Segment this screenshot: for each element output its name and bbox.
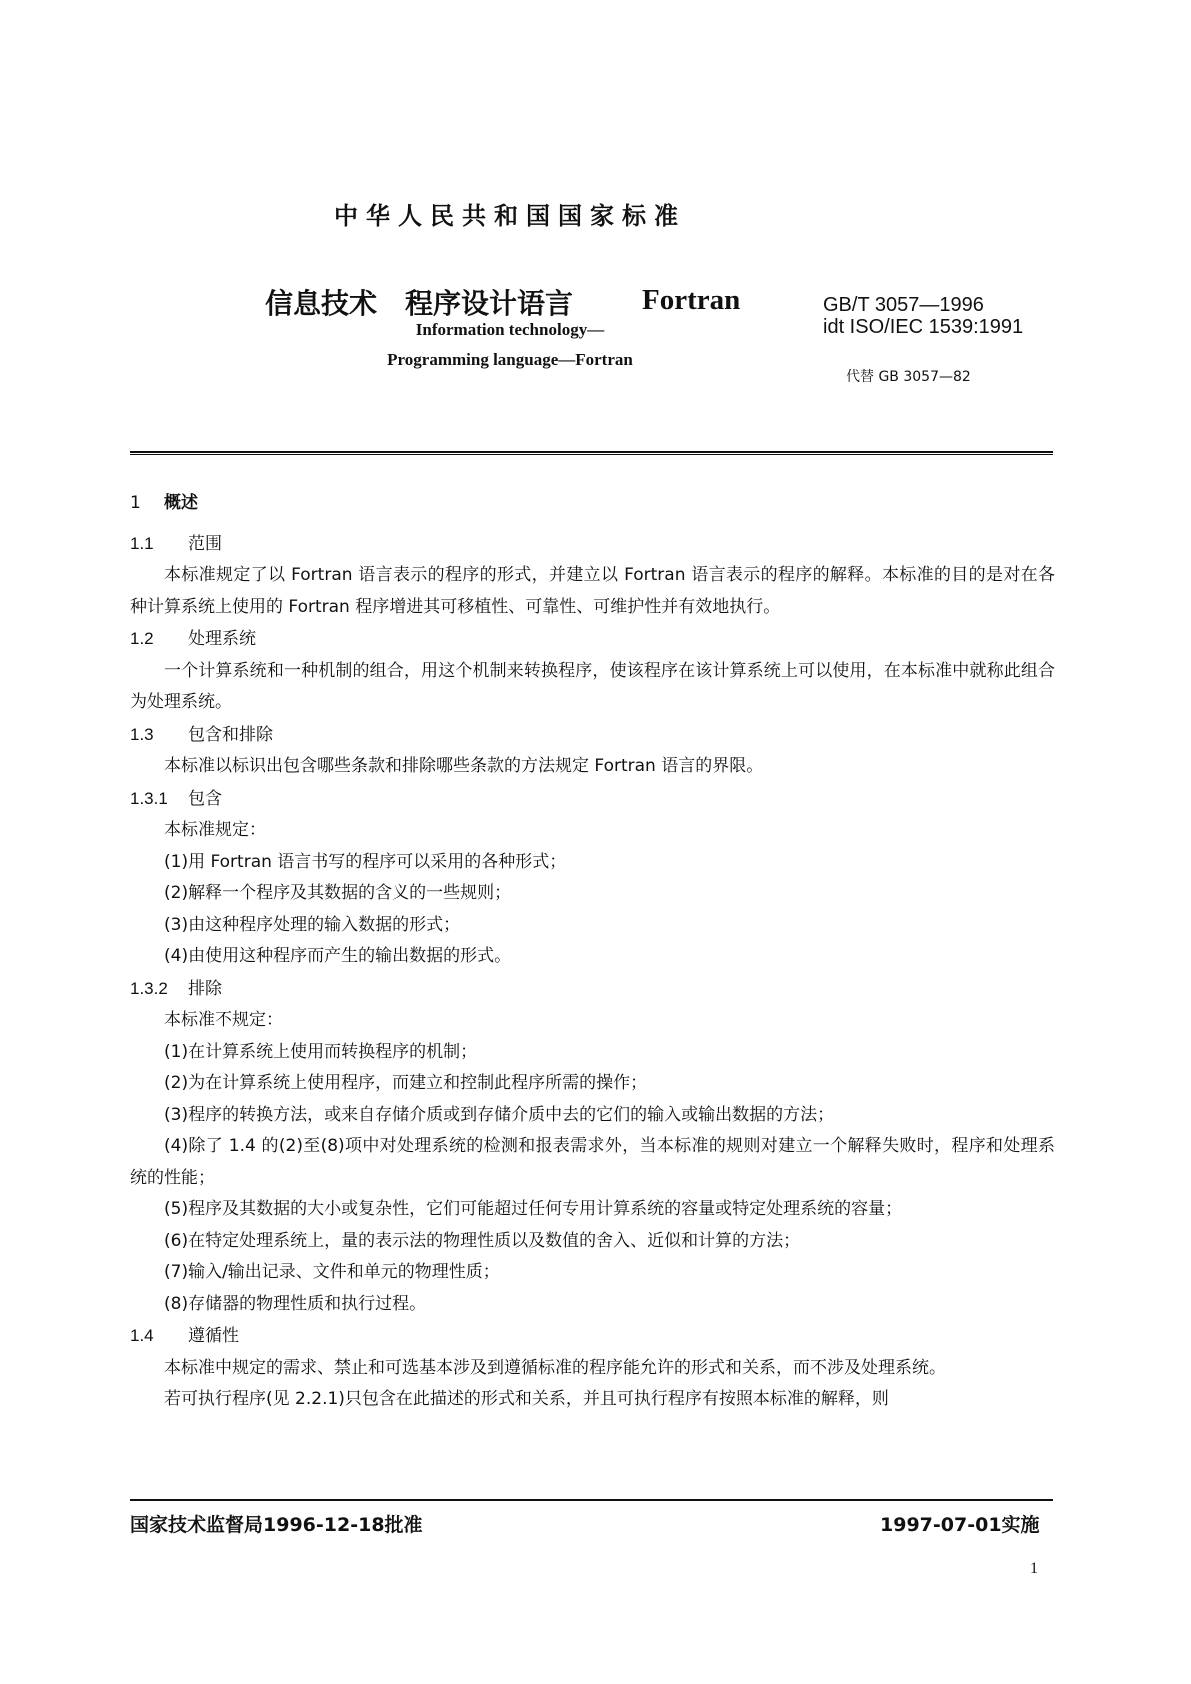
replaces-note: 代替 GB 3057—82 — [846, 369, 971, 385]
effective-date: 1997-07-01实施 — [880, 1514, 1040, 1536]
list-item: (4)除了 1.4 的(2)至(8)项中对处理系统的检测和报表需求外，当本标准的规则对建立一个解释失败时，程序和处理系统的性能； — [130, 1136, 1055, 1188]
section-1-3-heading: 1.3 包含和排除 — [130, 724, 273, 745]
english-title-line2: Programming language—Fortran — [387, 350, 633, 369]
list-item: (1)用 Fortran 语言书写的程序可以采用的各种形式； — [164, 851, 567, 872]
section-1-4-paragraph-1: 本标准中规定的需求、禁止和可选基本涉及到遵循标准的程序能允许的形式和关系，而不涉及处理系统。 — [164, 1357, 946, 1378]
section-1-2-heading: 1.2 处理系统 — [130, 629, 256, 649]
list-item: (3)程序的转换方法，或来自存储介质或到存储介质中去的它们的输入或输出数据的方法； — [164, 1104, 835, 1125]
section-1-4-paragraph-2: 若可执行程序(见 2.2.1)只包含在此描述的形式和关系，并且可执行程序有按照本标准的解释，则 — [164, 1389, 889, 1409]
page-number: 1 — [1030, 1560, 1038, 1577]
list-item: (4)由使用这种程序而产生的输出数据的形式。 — [164, 946, 512, 966]
list-item: (2)解释一个程序及其数据的含义的一些规则； — [164, 883, 512, 903]
section-1-1-heading: 1.1 范围 — [130, 533, 222, 554]
section-1-3-1-heading: 1.3.1 包含 — [130, 788, 222, 809]
section-1-3-2-heading: 1.3.2 排除 — [130, 978, 222, 999]
section-1-4-heading: 1.4 遵循性 — [130, 1326, 239, 1346]
header-rule — [130, 451, 1053, 453]
national-standard-heading: 中华人民共和国国家标准 — [334, 202, 686, 230]
list-item: (8)存储器的物理性质和执行过程。 — [164, 1293, 427, 1314]
list-item: (1)在计算系统上使用而转换程序的机制； — [164, 1041, 478, 1062]
list-item: (2)为在计算系统上使用程序，而建立和控制此程序所需的操作； — [164, 1073, 648, 1093]
idt-reference: idt ISO/IEC 1539:1991 — [823, 316, 1024, 338]
header-rule-thin — [130, 454, 1053, 455]
section-1-3-paragraph: 本标准以标识出包含哪些条款和排除哪些条款的方法规定 Fortran 语言的界限。 — [164, 756, 764, 776]
list-item: (5)程序及其数据的大小或复杂性，它们可能超过任何专用计算系统的容量或特定处理系统的容量； — [164, 1199, 903, 1219]
document-body — [130, 488, 1055, 1416]
standard-number-block — [823, 294, 1023, 338]
list-item: (6)在特定处理系统上，量的表示法的物理性质以及数值的舍入、近似和计算的方法； — [164, 1230, 801, 1251]
approval-date: 国家技术监督局1996-12-18批准 — [130, 1514, 423, 1536]
list-item: (7)输入/输出记录、文件和单元的物理性质； — [164, 1262, 500, 1282]
title-cn-part2: 程序设计语言 — [405, 287, 574, 320]
title-fortran: Fortran — [642, 284, 741, 316]
title-chinese — [265, 282, 573, 322]
list-item: (3)由这种程序处理的输入数据的形式； — [164, 914, 461, 935]
section-1-3-2-intro: 本标准不规定： — [164, 1010, 283, 1030]
section-1-1-paragraph: 本标准规定了以 Fortran 语言表示的程序的形式，并建立以 Fortran 语言表示的程序的解释。本标准的目的是对在各种计算系统上使用的 Fortran 程序增进其可移植性、可靠性、可维护性并有效地执行。 — [130, 565, 1055, 617]
english-title-line1: Information technology— — [415, 320, 605, 339]
title-cn-part1: 信息技术 — [265, 287, 378, 320]
section-1-3-1-intro: 本标准规定： — [164, 820, 266, 840]
standard-number: GB/T 3057—1996 — [823, 294, 984, 316]
section-1-heading: 1 概述 — [130, 493, 198, 513]
footer-rule — [130, 1499, 1053, 1501]
section-1-2-paragraph: 一个计算系统和一种机制的组合，用这个机制来转换程序，使该程序在该计算系统上可以使用，在本标准中就称此组合为处理系统。 — [130, 660, 1055, 712]
